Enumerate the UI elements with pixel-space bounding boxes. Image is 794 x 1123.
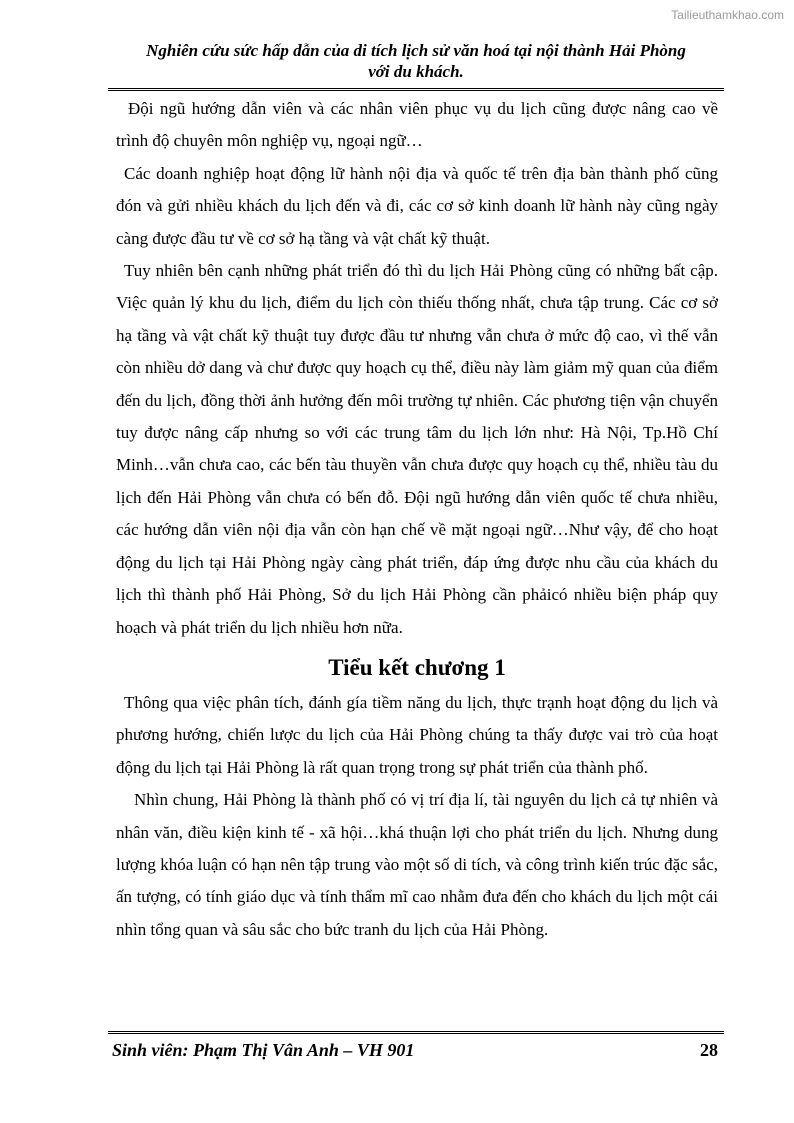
body-paragraph: Các doanh nghiệp hoạt động lữ hành nội địa và quốc tế trên địa bàn thành phố cũng đón và gửi nhiều khách du lịch đến và đi, các cơ sở kinh doanh lữ hành này cũng ngày càng được đầu tư về cơ sở hạ tầng và vật chất kỹ thuật. xyxy=(116,163,718,248)
section-title: Tiểu kết chương 1 xyxy=(328,654,506,680)
footer-divider xyxy=(108,1031,724,1034)
page-number: 28 xyxy=(700,1040,718,1060)
body-paragraph: Đội ngũ hướng dẫn viên và các nhân viên phục vụ du lịch cũng được nâng cao về trình độ chuyên môn nghiệp vụ, ngoại ngữ… xyxy=(116,99,718,151)
page-header xyxy=(108,40,724,82)
body-paragraph: Tuy nhiên bên cạnh những phát triển đó thì du lịch Hải Phòng cũng có những bất cập. Việc quản lý khu du lịch, điểm du lịch còn thiếu thống nhất, chưa tập trung. Các cơ sở hạ tầng và vật chất kỹ thuật tuy được đầu tư nhưng vẫn chưa ở mức độ cao, vì thế vẫn còn nhiều dở dang và chư được quy hoạch cụ thể, điều này làm giảm mỹ quan của điểm đến du lịch, đồng thời ảnh hưởng đến môi trường tự nhiên. Các phương tiện vận chuyển tuy được nâng cấp nhưng so với các trung tâm du lịch lớn như: Hà Nội, Tp.Hồ Chí Minh…vẫn chưa cao, các bến tàu thuyền vẫn chưa được quy hoạch cụ thể, nhiều tàu du lịch đến Hải Phòng vẫn chưa có bến đỗ. Đội ngũ hướng dẫn viên quốc tế chưa nhiều, các hướng dẫn viên nội địa vẫn còn hạn chế về mặt ngoại ngữ…Như vậy, để cho hoạt động du lịch tại Hải Phòng ngày càng phát triển, đáp ứng được nhu cầu của khách du lịch thì thành phố Hải Phòng, Sở du lịch Hải Phòng cần phảicó nhiều biện pháp quy hoạch và phát triển du lịch nhiều hơn nữa. xyxy=(116,261,718,637)
summary-paragraph: Thông qua việc phân tích, đánh gía tiềm năng du lịch, thực trạnh hoạt động du lịch và phương hướng, chiến lược du lịch của Hải Phòng chúng ta thấy được vai trò của hoạt động du lịch tại Hải Phòng là rất quan trọng trong sự phát triển của thành phố. xyxy=(116,692,718,777)
header-title-line2: với du khách. xyxy=(368,62,464,81)
header-title-line1: Nghiên cứu sức hấp dẫn của di tích lịch sử văn hoá tại nội thành Hải Phòng xyxy=(146,41,686,60)
summary-paragraph: Nhìn chung, Hải Phòng là thành phố có vị trí địa lí, tài nguyên du lịch cả tự nhiên và nhân văn, điều kiện kinh tế - xã hội…khá thuận lợi cho phát triển du lịch. Nhưng dung lượng khóa luận có hạn nên tập trung vào một số di tích, và công trình kiến trúc đặc sắc, ấn tượng, có tính giáo dục và tính thẩm mĩ cao nhằm đưa đến cho khách du lịch một cái nhìn tổng quan và sâu sắc cho bức tranh du lịch của Hải Phòng. xyxy=(116,790,718,939)
watermark: Tailieuthamkhao.com xyxy=(671,8,784,22)
document-body xyxy=(116,93,718,946)
footer-author: Sinh viên: Phạm Thị Vân Anh – VH 901 xyxy=(112,1040,415,1060)
header-divider xyxy=(108,88,724,91)
